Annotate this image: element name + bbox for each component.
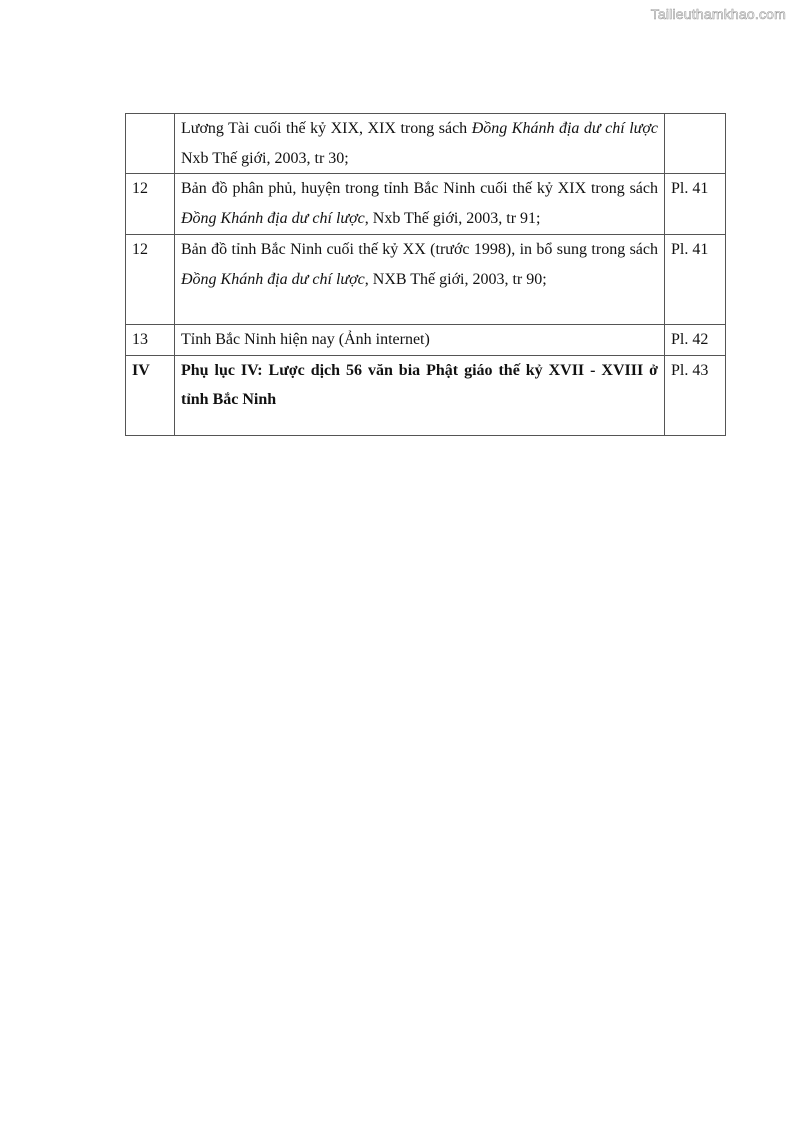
row-description: Tỉnh Bắc Ninh hiện nay (Ảnh internet): [175, 325, 665, 356]
table-row: [126, 325, 726, 356]
appendix-table: [125, 113, 726, 436]
row-number: 13: [126, 325, 175, 356]
row-number: 12: [126, 235, 175, 325]
description-text: Bản đồ tỉnh Bắc Ninh cuối thế kỷ XX (trước 1998), in bổ sung trong sách: [181, 241, 658, 258]
description-text: , NXB Thế giới, 2003, tr 90;: [364, 270, 547, 288]
row-page: [665, 114, 726, 174]
book-title: Đồng Khánh địa dư chí lược: [471, 120, 659, 137]
description-text: Nxb Thế giới, 2003, tr 30;: [181, 149, 349, 167]
table-row: [126, 235, 726, 325]
row-page: Pl. 42: [665, 325, 726, 356]
row-number: IV: [126, 355, 175, 435]
description-text: , Nxb Thế giới, 2003, tr 91;: [364, 209, 541, 227]
row-description: Phụ lục IV: Lược dịch 56 văn bia Phật giáo thế kỷ XVII - XVIII ở tỉnh Bắc Ninh: [175, 355, 665, 435]
table-row: [126, 174, 726, 235]
description-text: Bản đồ phân phủ, huyện trong tỉnh Bắc Ninh cuối thế kỷ XIX trong sách: [181, 180, 658, 197]
table-row: [126, 114, 726, 174]
book-title: Đồng Khánh địa dư chí lược: [181, 209, 365, 227]
table-row: [126, 355, 726, 435]
row-number: [126, 114, 175, 174]
row-description: [175, 235, 665, 325]
description-text: Lương Tài cuối thế kỷ XIX, XIX trong sách: [181, 120, 472, 137]
row-description: [175, 174, 665, 235]
book-title: Đồng Khánh địa dư chí lược: [181, 270, 365, 288]
row-page: Pl. 41: [665, 174, 726, 235]
watermark: Tailieuthamkhao.com: [650, 6, 786, 22]
row-number: 12: [126, 174, 175, 235]
row-page: Pl. 41: [665, 235, 726, 325]
row-description: [175, 114, 665, 174]
row-page: Pl. 43: [665, 355, 726, 435]
